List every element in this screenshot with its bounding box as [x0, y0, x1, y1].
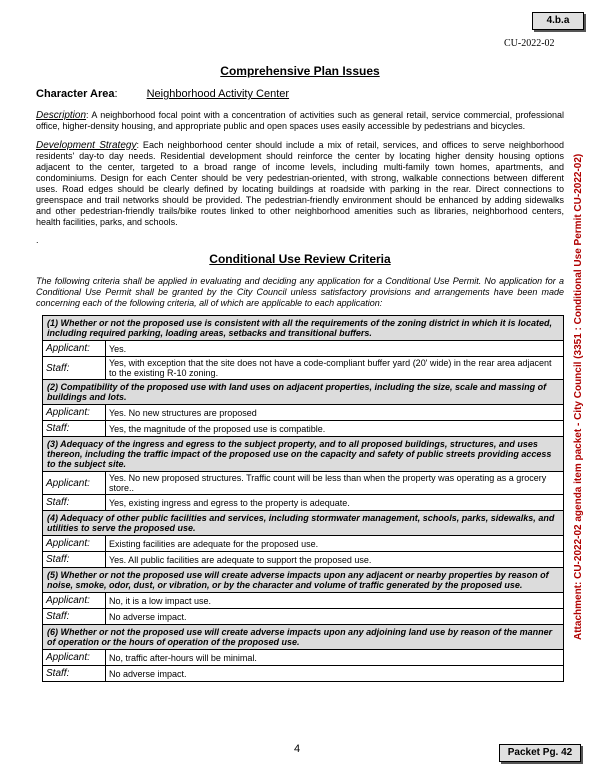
staff-label: Staff:	[43, 552, 106, 568]
criterion-question-row	[43, 511, 564, 536]
staff-response: Yes, the magnitude of the proposed use is compatible.	[106, 421, 564, 437]
strategy-paragraph	[36, 140, 564, 228]
applicant-response: No, traffic after-hours will be minimal.	[106, 650, 564, 666]
applicant-row	[43, 341, 564, 357]
criterion-question: (3) Adequacy of the ingress and egress to the subject property, and to all proposed buildings, structures, and uses thereon, including the traffic impact of the proposed use on the capacity and safety of public streets providing access to the subject site.	[43, 437, 564, 472]
applicant-label: Applicant:	[43, 405, 106, 421]
attachment-side-label: Attachment: CU-2022-02 agenda item packet - City Council (3351 : Conditional Use Permit CU-2022-02)	[573, 153, 584, 640]
staff-row	[43, 495, 564, 511]
applicant-row	[43, 650, 564, 666]
criterion-question-row	[43, 437, 564, 472]
case-number: CU-2022-02	[504, 38, 555, 49]
criterion-question: (4) Adequacy of other public facilities and services, including stormwater management, schools, parks, sidewalks, and utilities to serve the proposed use.	[43, 511, 564, 536]
page-number: 4	[294, 743, 301, 755]
applicant-row	[43, 405, 564, 421]
stray-dot: .	[36, 235, 39, 245]
applicant-response: Yes. No new structures are proposed	[106, 405, 564, 421]
applicant-response: Yes. No new proposed structures. Traffic count will be less than when the property was operating as a grocery store..	[106, 472, 564, 495]
staff-response: Yes. All public facilities are adequate to support the proposed use.	[106, 552, 564, 568]
description-label: Description	[36, 110, 87, 121]
applicant-row	[43, 536, 564, 552]
applicant-label: Applicant:	[43, 650, 106, 666]
applicant-response: Yes.	[106, 341, 564, 357]
staff-row	[43, 552, 564, 568]
staff-row	[43, 609, 564, 625]
applicant-label: Applicant:	[43, 472, 106, 495]
applicant-response: No, it is a low impact use.	[106, 593, 564, 609]
description-text: : A neighborhood focal point with a concentration of activities such as general retail, service commercial, professional office, higher-density housing, and appropriate public and open spaces uses easily accessible by pedestrians and bicycles.	[36, 110, 564, 131]
character-area-row	[36, 88, 564, 100]
strategy-text: : Each neighborhood center should include a mix of retail, services, and offices to serve neighborhood residents' day-to day needs. Residential development should reinforce the center by locating higher density housing options adjacent to the center, targeted to a broad range of income levels, including multi-family town homes, apartments, and condominiums. Design for each Center should be very pedestrian-oriented, with strong, walkable connections between different uses. Road edges should be clearly defined by locating buildings at roadside with parking in the rear. Direct connections to greenspace and trail networks should be provided. The pedestrian-friendly environment should be enhanced by adding sidewalks and other pedestrian-friendly trails/bike routes linked to other neighborhood amenities such as libraries, neighborhood centers, health facilities, parks, and schools.	[36, 140, 564, 227]
staff-row	[43, 666, 564, 682]
applicant-response: Existing facilities are adequate for the proposed use.	[106, 536, 564, 552]
applicant-label: Applicant:	[43, 341, 106, 357]
criterion-question-row	[43, 380, 564, 405]
character-area-label: Character Area	[36, 88, 115, 100]
staff-label: Staff:	[43, 421, 106, 437]
strategy-label: Development Strategy	[36, 140, 137, 151]
criterion-question-row	[43, 625, 564, 650]
criterion-question-row	[43, 316, 564, 341]
staff-response: No adverse impact.	[106, 609, 564, 625]
staff-label: Staff:	[43, 666, 106, 682]
applicant-label: Applicant:	[43, 536, 106, 552]
applicant-row	[43, 593, 564, 609]
criterion-question-row	[43, 568, 564, 593]
criteria-intro: The following criteria shall be applied in evaluating and deciding any application for a Conditional Use Permit. No application for a Conditional Use Permit shall be granted by the City Council unless satisfactory provisions and arrangements have been made concerning each of the following criteria, all of which are applicable to each application:	[36, 276, 564, 308]
staff-row	[43, 421, 564, 437]
packet-page-label: Packet Pg. 42	[499, 744, 581, 762]
character-area-value: Neighborhood Activity Center	[146, 88, 290, 100]
staff-response: Yes, with exception that the site does not have a code-compliant buffer yard (20' wide) in the rear area adjacent to the existing R-10 zoning.	[106, 357, 564, 380]
description-paragraph	[36, 110, 564, 132]
staff-label: Staff:	[43, 357, 106, 380]
staff-response: Yes, existing ingress and egress to the property is adequate.	[106, 495, 564, 511]
staff-row	[43, 357, 564, 380]
staff-label: Staff:	[43, 495, 106, 511]
document-body	[36, 56, 564, 682]
applicant-label: Applicant:	[43, 593, 106, 609]
criterion-question: (2) Compatibility of the proposed use with land uses on adjacent properties, including the size, scale and massing of buildings and lots.	[43, 380, 564, 405]
character-area-colon: :	[114, 88, 118, 100]
plan-issues-title: Comprehensive Plan Issues	[220, 64, 380, 78]
staff-response: No adverse impact.	[106, 666, 564, 682]
criterion-question: (5) Whether or not the proposed use will create adverse impacts upon any adjacent or nearby properties by reason of noise, smoke, odor, dust, or vibration, or by the character and volume of traffic generated by the proposed use.	[43, 568, 564, 593]
criterion-question: (1) Whether or not the proposed use is consistent with all the requirements of the zoning district in which it is located, including required parking, loading areas, setbacks and transitional buffers.	[43, 316, 564, 341]
criterion-question: (6) Whether or not the proposed use will create adverse impacts upon any adjoining land use by reason of the manner of operation or the hours of operation of the proposed use.	[43, 625, 564, 650]
agenda-item-tag: 4.b.a	[532, 12, 584, 30]
applicant-row	[43, 472, 564, 495]
staff-label: Staff:	[43, 609, 106, 625]
criteria-table	[42, 315, 564, 682]
criteria-title: Conditional Use Review Criteria	[209, 252, 391, 266]
